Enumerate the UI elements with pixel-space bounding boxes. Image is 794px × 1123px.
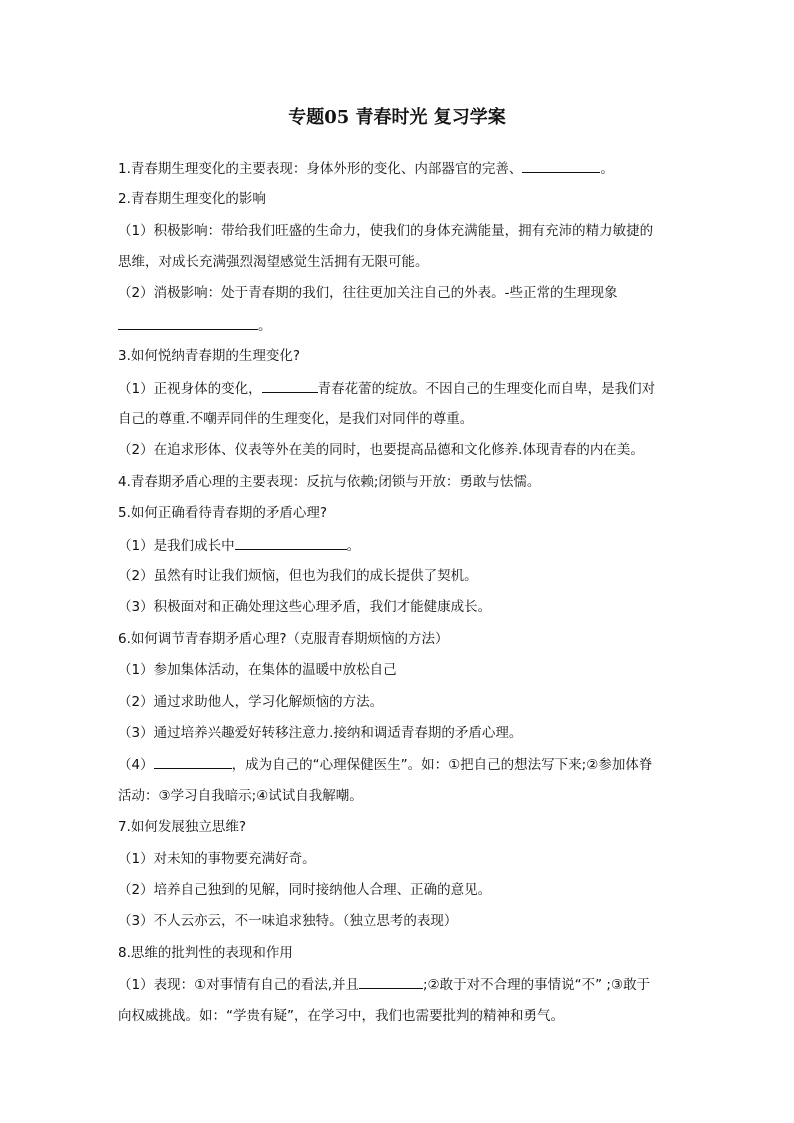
fill-in-blank bbox=[235, 535, 347, 550]
text-line-4: 思维，对成长充满强烈渴望感觉生活拥有无限可能。 bbox=[118, 254, 429, 270]
text-line-7: 3.如何悦纳青春期的生理变化? bbox=[118, 348, 301, 364]
text-line-13 bbox=[118, 535, 360, 556]
text-line-16: 6.如何调节青春期矛盾心理?（克服青春期烦恼的方法） bbox=[118, 631, 449, 647]
fill-in-blank bbox=[359, 974, 423, 989]
line-text: （1）是我们成长中 bbox=[118, 538, 235, 554]
line-text: ，成为自己的“心理保健医生”。如：①把自己的想法写下来;②参加体脊 bbox=[231, 757, 653, 773]
text-line-6 bbox=[118, 315, 272, 336]
line-text: 。 bbox=[258, 318, 272, 334]
text-line-23: （1）对未知的事物要充满好奇。 bbox=[118, 851, 316, 867]
text-line-20 bbox=[118, 754, 652, 775]
text-line-3: （1）积极影响：带给我们旺盛的生命力，使我们的身体充满能量，拥有充沛的精力敏捷的 bbox=[118, 223, 654, 239]
text-line-14: （2）虽然有时让我们烦恼，但也为我们的成长提供了契机。 bbox=[118, 568, 478, 584]
text-line-25: （3）不人云亦云，不一味追求独特。（独立思考的表现） bbox=[118, 913, 458, 929]
line-text: 1.青春期生理变化的主要表现：身体外形的变化、内部器官的完善、 bbox=[118, 161, 523, 177]
text-line-26: 8.思维的批判性的表现和作用 bbox=[118, 945, 293, 961]
text-line-5: （2）消极影响：处于青春期的我们，往往更加关注自己的外表。-些正常的生理现象 bbox=[118, 285, 618, 301]
text-line-17: （1）参加集体活动，在集体的温暖中放松自己 bbox=[118, 662, 397, 678]
line-text: （1）表现：①对事情有自己的看法,并且 bbox=[118, 977, 359, 993]
text-line-24: （2）培养自己独到的见解，同时接纳他人合理、正确的意见。 bbox=[118, 882, 492, 898]
text-line-18: （2）通过求助他人，学习化解烦恼的方法。 bbox=[118, 694, 384, 710]
line-text: 青春花蕾的绽放。不因自己的生理变化而自卑，是我们对 bbox=[317, 381, 656, 397]
fill-in-blank bbox=[522, 158, 600, 173]
text-line-10: （2）在追求形体、仪表等外在美的同时，也要提高品德和文化修养.体现青春的内在美。 bbox=[118, 442, 644, 458]
text-line-19: （3）通过培养兴趣爱好转移注意力.接纳和调适青春期的矛盾心理。 bbox=[118, 725, 523, 741]
text-line-28: 向权威挑战。如：“学贵有疑”，在学习中，我们也需要批判的精神和勇气。 bbox=[118, 1008, 564, 1024]
text-line-12: 5.如何正确看待青春期的矛盾心理? bbox=[118, 505, 328, 521]
text-line-1 bbox=[118, 158, 614, 179]
fill-in-blank bbox=[118, 315, 258, 330]
line-text: ;②敢于对不合理的事情说“不” ;③敢于 bbox=[422, 977, 651, 993]
line-text: 。 bbox=[600, 161, 614, 177]
text-line-9: 自己的尊重.不嘲弄同伴的生理变化，是我们对同伴的尊重。 bbox=[118, 411, 474, 427]
fill-in-blank bbox=[262, 378, 318, 393]
line-text: （4） bbox=[118, 757, 154, 773]
fill-in-blank bbox=[154, 754, 232, 769]
text-line-21: 活动：③学习自我暗示;④试试自我解嘲。 bbox=[118, 788, 363, 804]
text-line-11: 4.青春期矛盾心理的主要表现：反抗与依赖;闭锁与开放：勇敢与怯懦。 bbox=[118, 474, 541, 490]
page-title: 专题05 青春时光 复习学案 bbox=[288, 107, 506, 128]
text-line-15: （3）积极面对和正确处理这些心理矛盾，我们才能健康成长。 bbox=[118, 599, 492, 615]
text-line-22: 7.如何发展独立思维? bbox=[118, 819, 247, 835]
text-line-8 bbox=[118, 378, 655, 399]
line-text: （1）正视身体的变化， bbox=[118, 381, 262, 397]
text-line-27 bbox=[118, 974, 650, 995]
line-text: 。 bbox=[346, 538, 361, 554]
text-line-2: 2.青春期生理变化的影响 bbox=[118, 191, 266, 207]
